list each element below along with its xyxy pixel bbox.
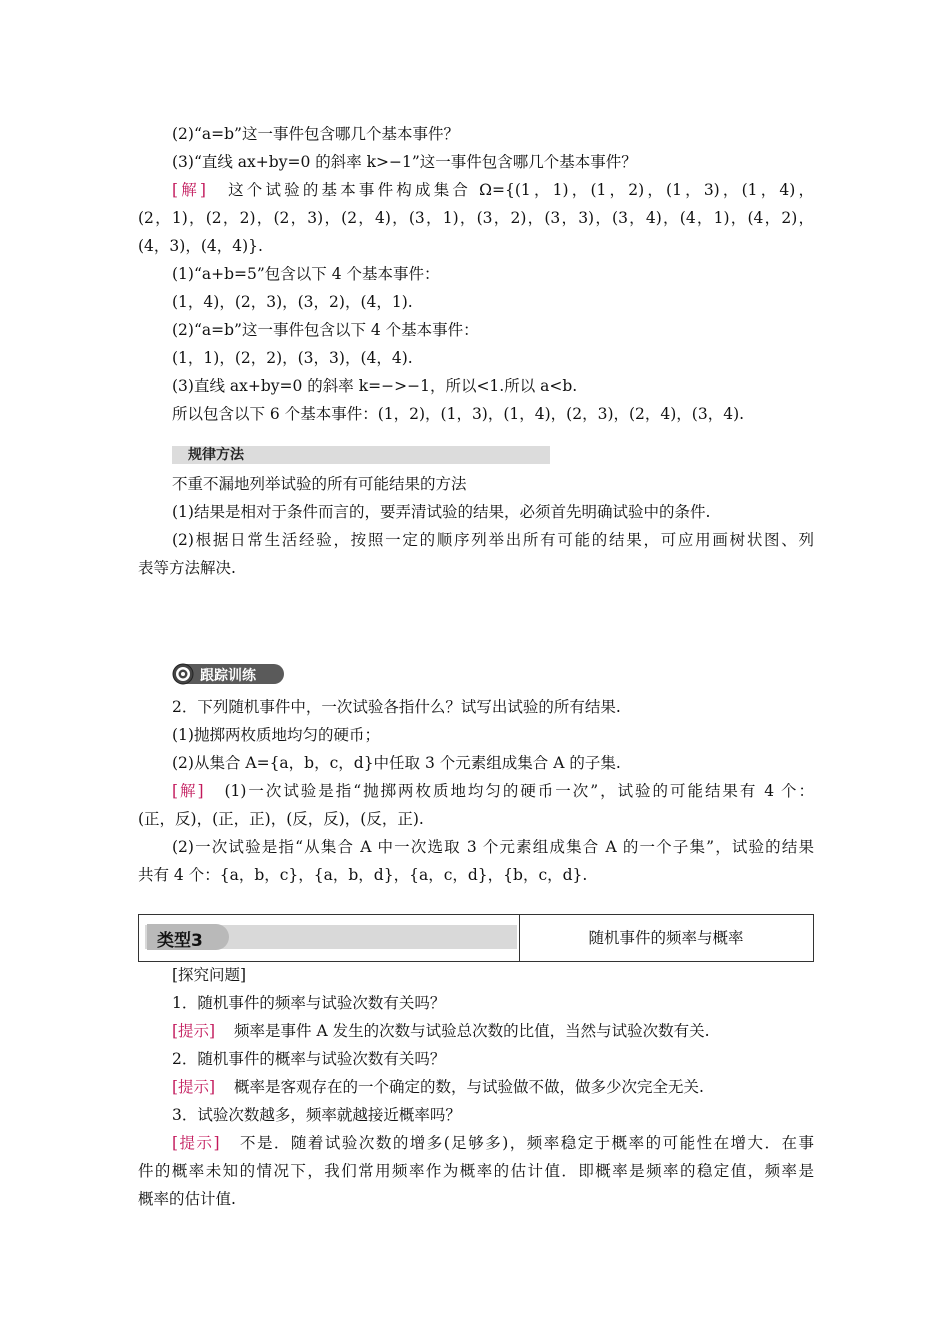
method-badge: 规律方法: [188, 447, 244, 463]
tracking-answer-1-line-1: [解] (1)一次试验是指“抛掷两枚质地均匀的硬币一次”，试验的可能结果有 4 个：: [172, 782, 814, 800]
tracking-answer-2-line-1: (2)一次试验是指“从集合 A 中一次选取 3 个元素组成集合 A 的一个子集”，试验的结果: [172, 838, 814, 856]
explore-heading: [探究问题]: [172, 966, 247, 984]
explore-hint-2: [提示] 概率是客观存在的一个确定的数，与试验做不做，做多少次完全无关.: [172, 1078, 704, 1096]
solution-part-1-events: (1，4)，(2，3)，(3，2)，(4，1).: [172, 293, 413, 311]
hint-tag-1: [提示]: [172, 1022, 216, 1040]
explore-question-1: 1．随机事件的频率与试验次数有关吗？: [172, 994, 446, 1012]
question-3: (3)“直线 ax+by=0 的斜率 k>−1”这一事件包含哪几个基本事件？: [172, 153, 637, 171]
tracking-question-2: (2)从集合 A={a，b，c，d}中任取 3 个元素组成集合 A 的子集.: [172, 754, 621, 772]
solution-line-1: [解] 这个试验的基本事件构成集合 Ω={(1，1)，(1，2)，(1，3)，(1，4)，: [172, 181, 814, 199]
method-item-1: (1)结果是相对于条件而言的，要弄清试验的结果，必须首先明确试验中的条件.: [172, 503, 711, 521]
solution-line-2: (2，1)，(2，2)，(2，3)，(2，4)，(3，1)，(3，2)，(3，3)，(3，4)，(4，1)，(4，2)，: [138, 209, 814, 227]
solution-part-2-events: (1，1)，(2，2)，(3，3)，(4，4).: [172, 349, 413, 367]
hint-tag-2: [提示]: [172, 1078, 216, 1096]
tracking-answer-2-line-2: 共有 4 个：{a，b，c}，{a，b，d}，{a，c，d}，{b，c，d}.: [138, 866, 588, 884]
explore-question-2: 2．随机事件的概率与试验次数有关吗？: [172, 1050, 446, 1068]
explore-hint-3-line-2: 件的概率未知的情况下，我们常用频率作为概率的估计值．即概率是频率的稳定值，频率是: [138, 1162, 814, 1180]
method-item-2-line-1: (2)根据日常生活经验，按照一定的顺序列举出所有可能的结果，可应用画树状图、列: [172, 531, 814, 549]
section-3-header: [138, 914, 814, 962]
hint-tag-3: [提示]: [172, 1134, 220, 1152]
solution-part-3-heading: (3)直线 ax+by=0 的斜率 k=−>−1，所以<1.所以 a<b.: [172, 377, 578, 395]
method-title: 不重不漏地列举试验的所有可能结果的方法: [172, 475, 467, 493]
explore-hint-3-line-1: [提示] 不是．随着试验次数的增多(足够多)，频率稳定于概率的可能性在增大．在事: [172, 1134, 814, 1152]
target-icon: [172, 663, 194, 685]
solution-tag: [解]: [172, 181, 206, 199]
solution-part-2-heading: (2)“a=b”这一事件包含以下 4 个基本事件：: [172, 321, 479, 339]
tracking-solution-tag: [解]: [172, 782, 204, 800]
solution-part-3-events: 所以包含以下 6 个基本事件：(1，2)，(1，3)，(1，4)，(2，3)，(2，4)，(3，4).: [172, 405, 745, 423]
method-item-2-line-2: 表等方法解决.: [138, 559, 236, 577]
tracking-question: 2．下列随机事件中，一次试验各指什么？试写出试验的所有结果.: [172, 698, 621, 716]
section-3-title: 随机事件的频率与概率: [588, 929, 744, 947]
section-3-label: 类型3: [157, 931, 203, 951]
explore-hint-1: [提示] 频率是事件 A 发生的次数与试验总次数的比值，当然与试验次数有关.: [172, 1022, 710, 1040]
tracking-answer-1-line-2: (正，反)，(正，正)，(反，反)，(反，正).: [138, 810, 424, 828]
question-2: (2)“a=b”这一事件包含哪几个基本事件？: [172, 125, 459, 143]
tracking-question-1: (1)抛掷两枚质地均匀的硬币；: [172, 726, 380, 744]
tracking-badge-label: 跟踪训练: [200, 668, 256, 684]
solution-part-1-heading: (1)“a+b=5”包含以下 4 个基本事件：: [172, 265, 440, 283]
explore-question-3: 3．试验次数越多，频率就越接近概率吗？: [172, 1106, 461, 1124]
explore-hint-3-line-3: 概率的估计值.: [138, 1190, 236, 1208]
solution-line-3: (4，3)，(4，4)}.: [138, 237, 263, 255]
